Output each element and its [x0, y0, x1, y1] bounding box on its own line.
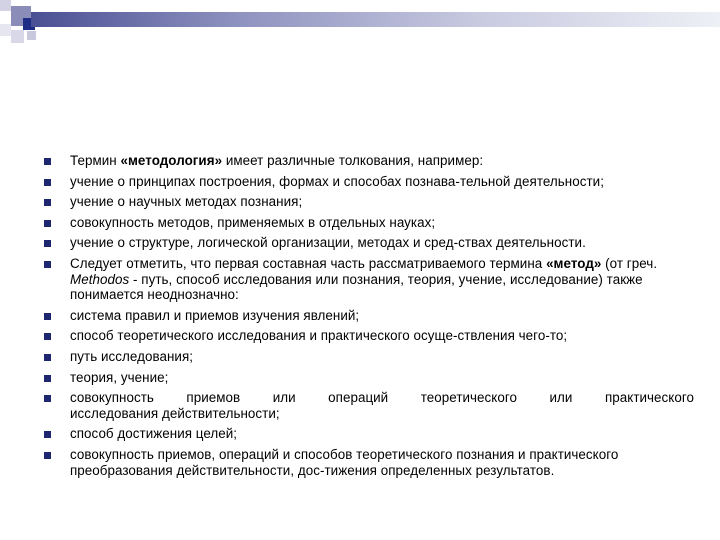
list-item	[44, 194, 694, 210]
square-bullet-icon	[44, 333, 51, 340]
bullet-list	[44, 153, 694, 483]
square-bullet-icon	[44, 313, 51, 320]
list-item-text: путь исследования;	[70, 348, 194, 364]
list-item-text: Следует отметить, что первая составная часть рассматриваемого термина «метод» (от греч. Methodos - путь, способ исследования или познания, теория, учение, исследование) также понимается неоднозначно:	[70, 255, 658, 303]
square-bullet-icon	[44, 240, 51, 247]
list-item-text: совокупность методов, применяемых в отдельных науках;	[70, 214, 436, 230]
corner-square-small	[27, 31, 36, 40]
list-item-text: Термин «методология» имеет различные толкования, например:	[70, 153, 484, 168]
list-item	[44, 328, 694, 344]
square-bullet-icon	[44, 199, 51, 206]
square-bullet-icon	[44, 431, 51, 438]
list-item-text: учение о принципах построения, формах и способах познава-тельной деятельности;	[70, 173, 604, 189]
list-item	[44, 426, 694, 442]
corner-square-light	[0, 0, 11, 11]
corner-square-pale	[0, 24, 11, 36]
list-item	[44, 349, 694, 365]
list-item	[44, 256, 694, 303]
list-item	[44, 390, 694, 421]
square-bullet-icon	[44, 261, 51, 268]
list-item-text: совокупность приемов, операций и способов теоретического познания и практического преобразования действительности, дос-тижения определенных результатов.	[70, 446, 619, 478]
square-bullet-icon	[44, 179, 51, 186]
header-gradient-band	[31, 12, 720, 27]
list-item-text: способ теоретического исследования и практического осуще-ствления чего-то;	[70, 328, 568, 344]
list-item-text: учение о структуре, логической организации, методах и сред-ствах деятельности.	[70, 235, 586, 251]
square-bullet-icon	[44, 158, 51, 165]
square-bullet-icon	[44, 354, 51, 361]
corner-square-light-lower	[11, 30, 24, 43]
term-methodology: «методология»	[120, 153, 223, 168]
list-item	[44, 308, 694, 324]
square-bullet-icon	[44, 375, 51, 382]
list-item	[44, 174, 694, 190]
square-bullet-icon	[44, 395, 51, 402]
square-bullet-icon	[44, 220, 51, 227]
term-methodos: Methodos	[70, 271, 130, 287]
list-item-text: учение о научных методах познания;	[70, 194, 303, 210]
list-item	[44, 235, 694, 251]
list-item-text-line: совокупность приемов или операций теоретического или практического	[70, 390, 694, 406]
list-item	[44, 153, 694, 169]
term-method: «метод»	[546, 255, 602, 271]
list-item-text: способ достижения целей;	[70, 426, 238, 442]
list-item	[44, 370, 694, 386]
list-item-text: теория, учение;	[70, 369, 169, 385]
list-item	[44, 215, 694, 231]
list-item-text-line: исследования действительности;	[70, 405, 280, 421]
list-item	[44, 447, 694, 478]
square-bullet-icon	[44, 452, 51, 459]
list-item-text: система правил и приемов изучения явлений;	[70, 307, 360, 323]
